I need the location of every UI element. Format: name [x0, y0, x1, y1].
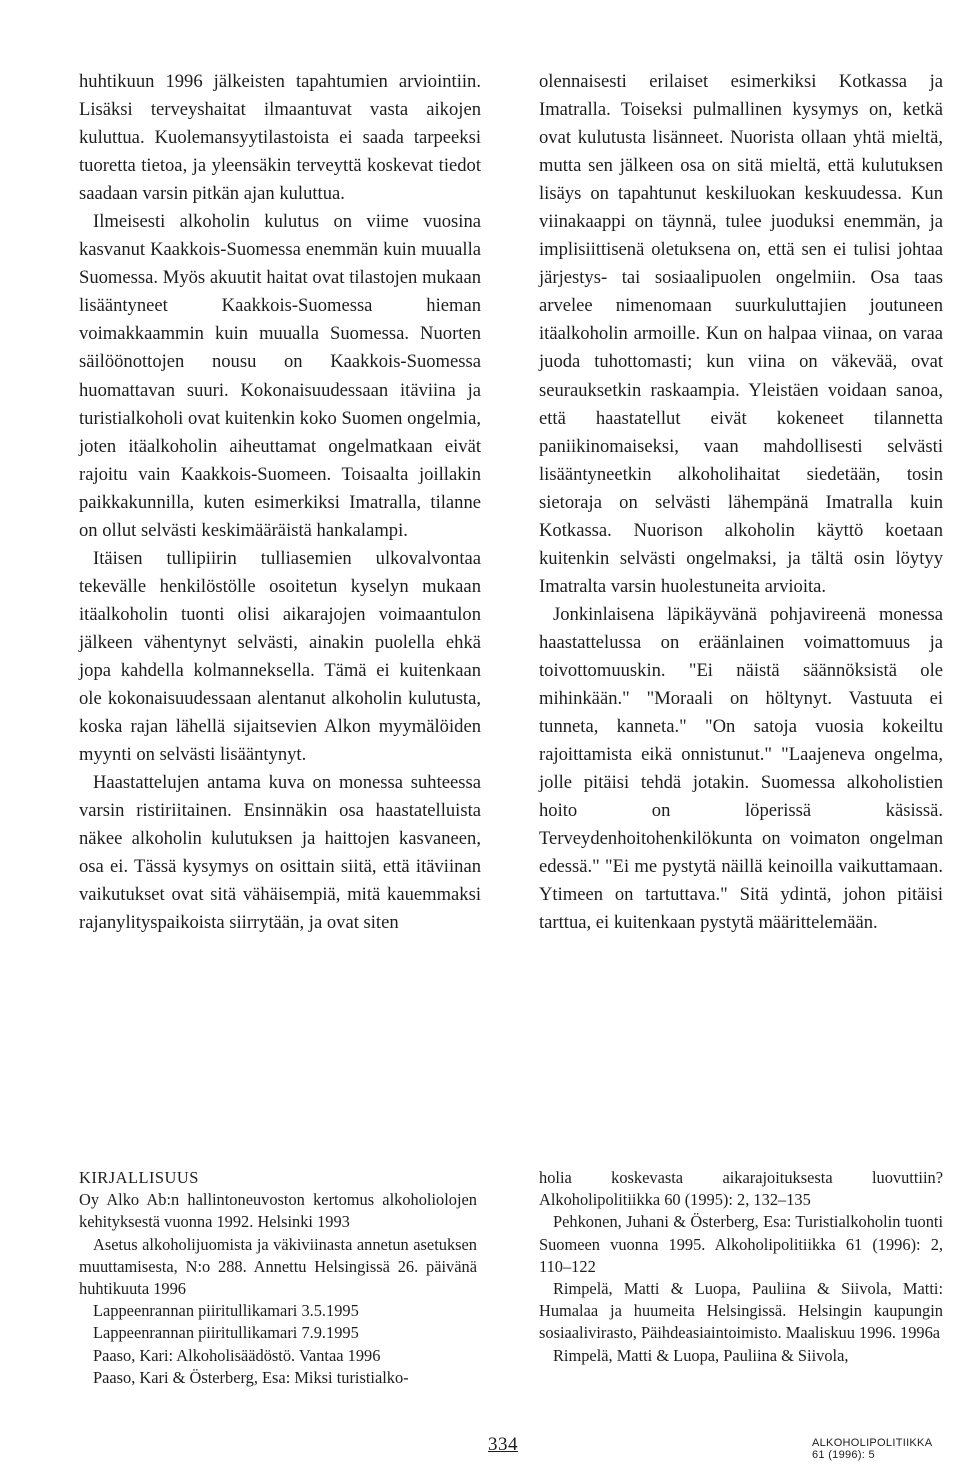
reference-item: Pehkonen, Juhani & Österberg, Esa: Turistialkoholin tuonti Suomeen vuonna 1995. Alkoholipolitiikka 61 (1996): 2, 110–122 — [539, 1212, 943, 1276]
right-text-column — [539, 68, 943, 937]
reference-item: Oy Alko Ab:n hallintoneuvoston kertomus alkoholiolojen kehityksestä vuonna 1992. Helsinki 1993 — [79, 1190, 477, 1232]
reference-item: Lappeenrannan piiritullikamari 3.5.1995 — [93, 1301, 359, 1321]
references-right — [539, 1167, 943, 1367]
paragraph: huhtikuun 1996 jälkeisten tapahtumien arviointiin. Lisäksi terveyshaitat ilmaantuvat vasta aikojen kuluttua. Kuolemansyytilastoista ei saada tarpeeksi tuoretta tietoa, ja yleensäkin terveyttä koskevat tiedot saadaan varsin pitkän ajan kuluttua. — [79, 71, 481, 205]
references-heading: KIRJALLISUUS — [79, 1168, 199, 1187]
reference-item: holia koskevasta aikarajoituksesta luovuttiin? Alkoholipolitiikka 60 (1995): 2, 132–135 — [539, 1168, 943, 1210]
reference-item: Asetus alkoholijuomista ja väkiviinasta annetun asetuksen muuttamisesta, N:o 288. Annettu Helsingissä 26. päivänä huhtikuuta 1996 — [79, 1234, 477, 1299]
journal-issue: 61 (1996): 5 — [812, 1449, 875, 1461]
reference-item: Rimpelä, Matti & Luopa, Pauliina & Siivola, — [553, 1345, 849, 1365]
paragraph: olennaisesti erilaiset esimerkiksi Kotkassa ja Imatralla. Toiseksi pulmallinen kysymys on, ketkä ovat kulutusta lisänneet. Nuorista ollaan yhtä mieltä, mutta sen jälkeen osa on sitä mieltä, että kulutuksen lisäys on tapahtunut keskiluokan keskuudessa. Kun viinakaappi on täynnä, tulee juoduksi enemmän, ja implisiittisenä oletuksena on, että sen ei tulisi johtaa järjestys- tai sosiaalipuolen ongelmiin. Osa taas arvelee nimenomaan suurkuluttajien joutuneen itäalkoholin armoille. Kun on halpaa viinaa, on varaa juoda tuhottomasti; kun viina on väkevää, ovat seurauksetkin raskaampia. Yleistäen voidaan sanoa, että haastatellut eivät kokeneet tilannetta paniikinomaiseksi, vaan mahdollisesti selvästi lisääntyneetkin alkoholihaitat siedetään, tosin sietoraja on selvästi lähempänä Imatralla kuin Kotkassa. Nuorison alkoholin käyttö koetaan kuitenkin selvästi ongelmaksi, ja tältä osin löytyy Imatralta varsin huolestuneita arvioita. — [539, 71, 943, 597]
paragraph: Haastattelujen antama kuva on monessa suhteessa varsin ristiriitainen. Ensinnäkin osa haastatelluista näkee alkoholin kulutuksen ja haittojen kasvaneen, osa ei. Tässä kysymys on osittain siitä, että itäviinan vaikutukset ovat sitä vähäisempiä, mitä kauemmaksi rajanylityspaikoista siirrytään, ja ovat siten — [79, 772, 481, 934]
reference-item: Paaso, Kari: Alkoholisäädöstö. Vantaa 1996 — [93, 1345, 381, 1365]
paragraph: Itäisen tullipiirin tulliasemien ulkovalvontaa tekevälle henkilöstölle osoitetun kyselyn mukaan itäalkoholin tuonti olisi aikarajojen voimaantulon jälkeen vähentynyt selvästi, ainakin puolella ehkä jopa kahdella kolmanneksella. Tämä ei kuitenkaan ole kokonaisuudessaan alentanut alkoholin kulutusta, koska rajan lähellä sijaitsevien Alkon myymälöiden myynti on selvästi lisääntynyt. — [79, 547, 481, 766]
journal-name: ALKOHOLIPOLITIIKKA — [812, 1437, 933, 1449]
reference-item: Paaso, Kari & Österberg, Esa: Miksi turistialko- — [93, 1367, 409, 1387]
reference-item: Lappeenrannan piiritullikamari 7.9.1995 — [93, 1323, 359, 1343]
paragraph: Jonkinlaisena läpikäyvänä pohjavireenä monessa haastattelussa on eräänlainen voimattomuus ja toivottomuuskin. "Ei näistä säännöksistä ole mihinkään." "Moraali on höltynyt. Vastuuta ei tunneta, kanneta." "On satoja vuosia kokeiltu rajoittamista eikä onnistunut." "Laajeneva ongelma, jolle pitäisi tehdä jotakin. Suomessa alkoholistien hoito on löperissä käsissä. Terveydenhoitohenkilökunta on voimaton ongelman edessä." "Ei me pystytä näillä keinoilla vaikuttamaan. Ytimeen on tartuttava." Sitä ydintä, johon pitäisi tarttua, ei kuitenkaan pystytä määrittelemään. — [539, 603, 943, 934]
references-left — [79, 1167, 477, 1389]
left-text-column — [79, 68, 481, 937]
reference-item: Rimpelä, Matti & Luopa, Pauliina & Siivola, Matti: Humalaa ja huumeita Helsingissä. Helsingin kaupungin sosiaalivirasto, Päihdeasiaintoimisto. Maaliskuu 1996. 1996a — [539, 1279, 943, 1343]
paragraph: Ilmeisesti alkoholin kulutus on viime vuosina kasvanut Kaakkois-Suomessa enemmän kuin muualla Suomessa. Myös akuutit haitat ovat tilastojen mukaan lisääntyneet Kaakkois-Suomessa hieman voimakkaammin kuin muualla Suomessa. Nuorten säilöönottojen nousu on Kaakkois-Suomessa huomattavan suuri. Kokonaisuudessaan itäviina ja turistialkoholi ovat kuitenkin koko Suomen ongelmia, joten itäalkoholin aiheuttamat ongelmatkaan eivät rajoitu vain Kaakkois-Suomeen. Toisaalta joillakin paikkakunnilla, kuten esimerkiksi Imatralla, tilanne on ollut selvästi keskimääräistä hankalampi. — [79, 211, 481, 541]
page-number: 334 — [488, 1434, 518, 1455]
journal-footer — [812, 1437, 932, 1461]
